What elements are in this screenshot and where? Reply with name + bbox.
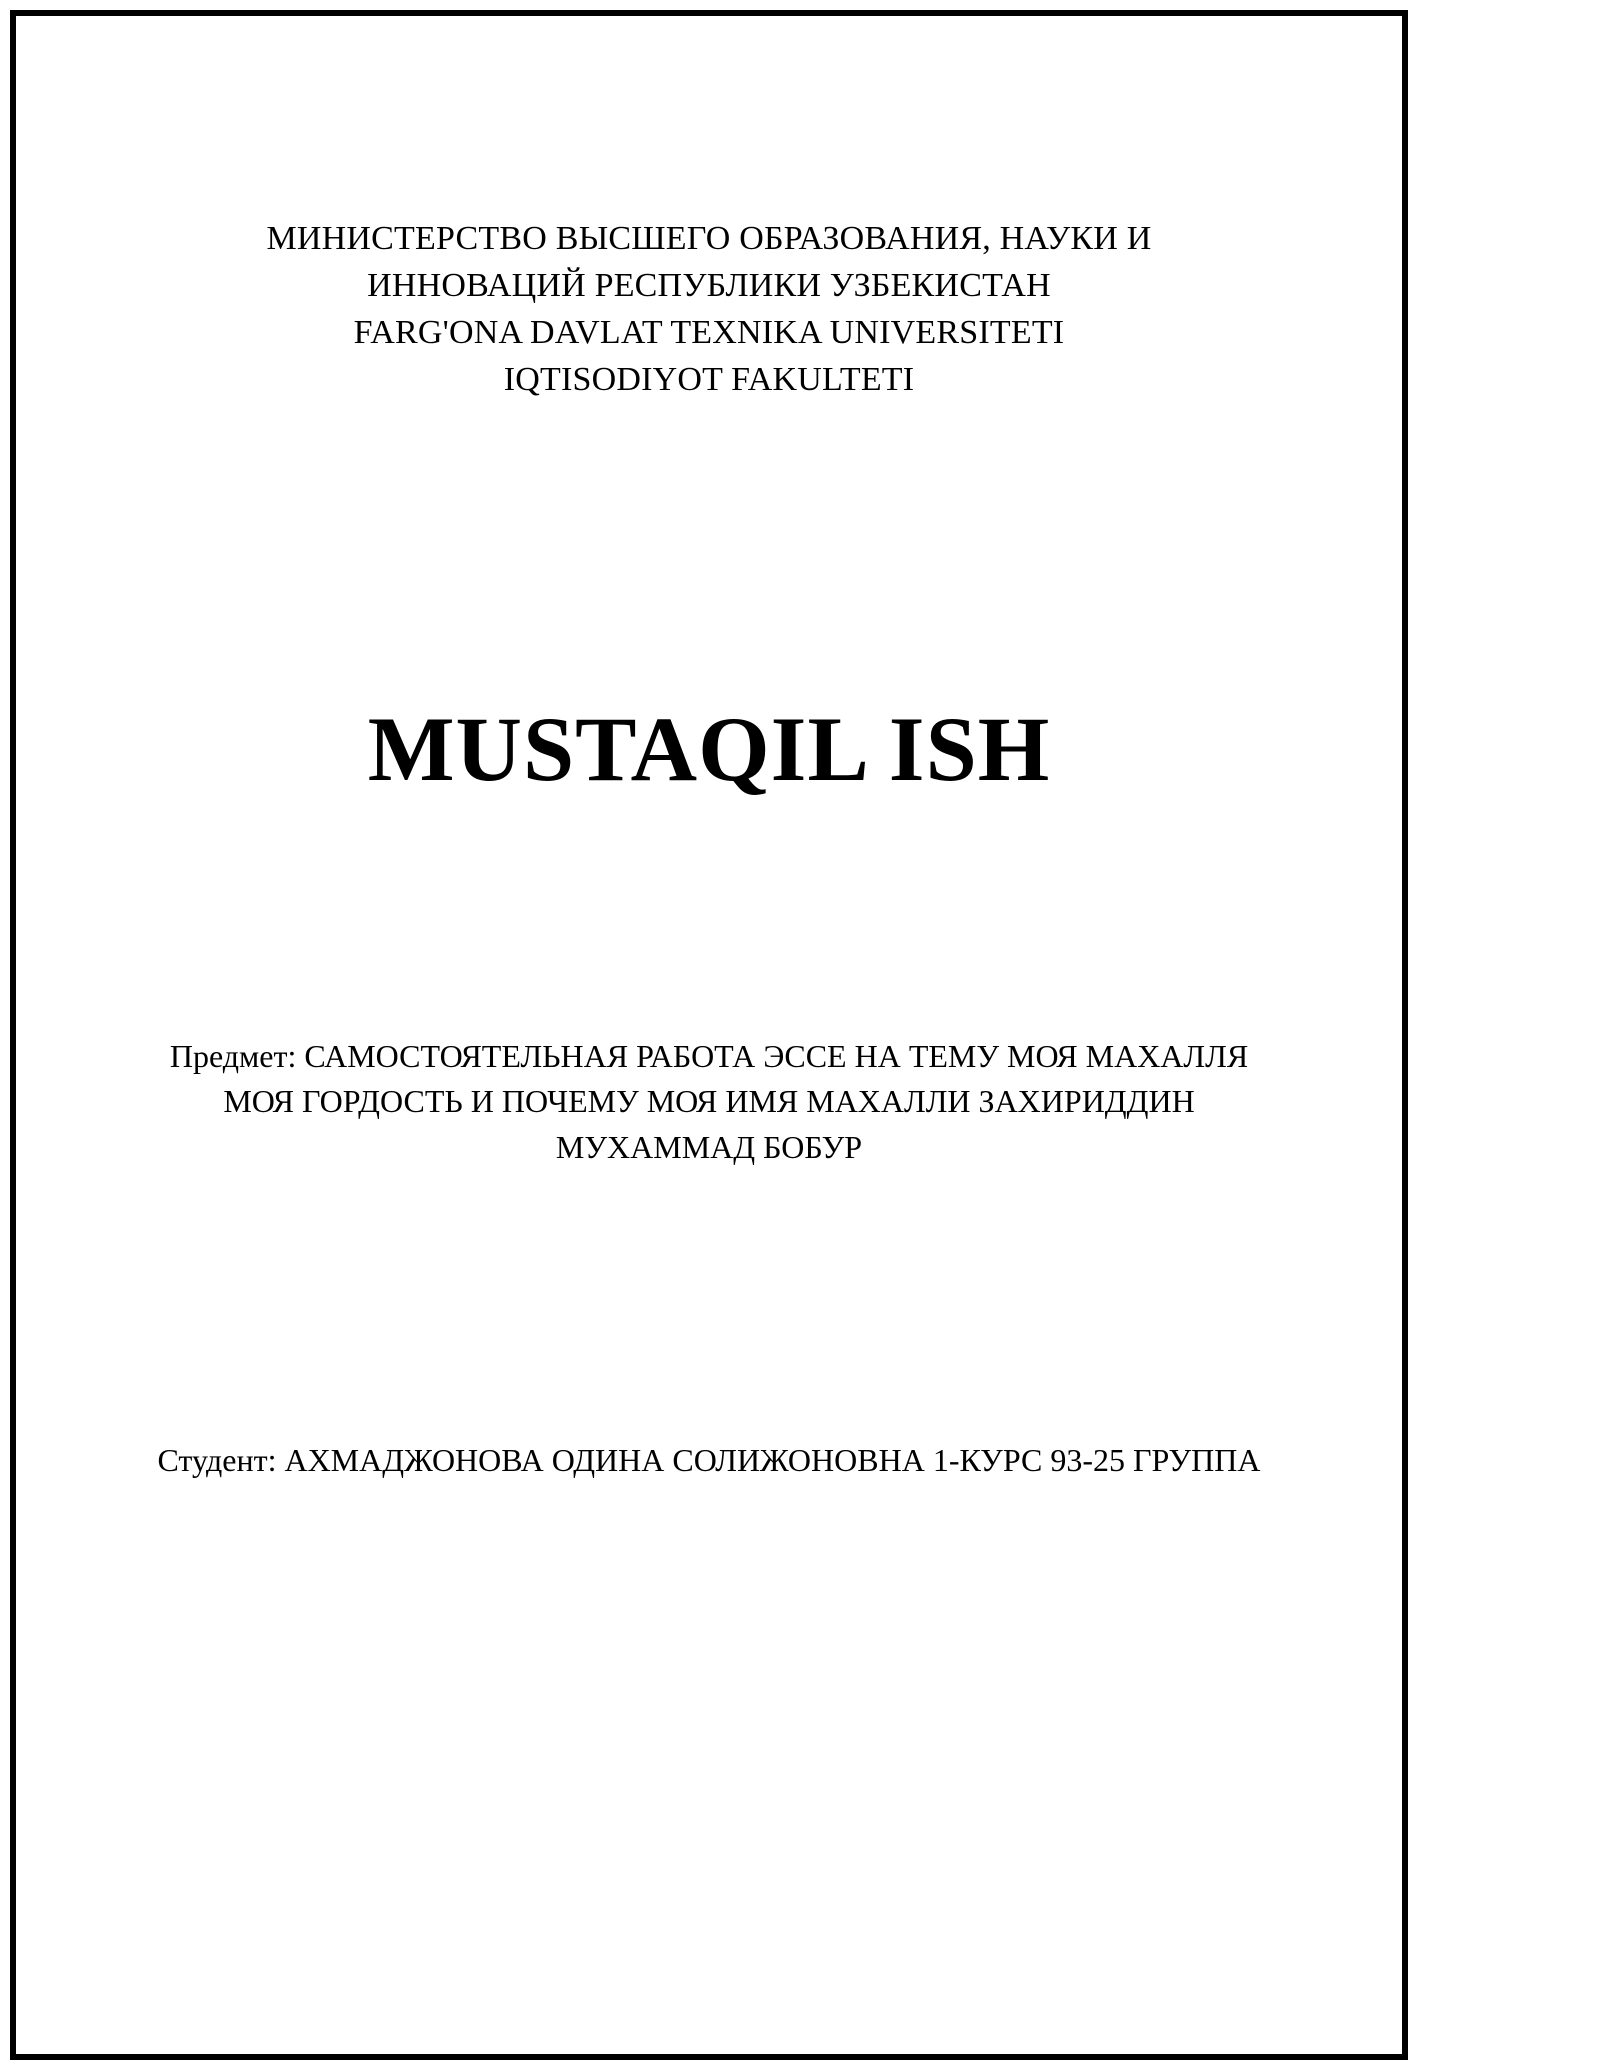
subject-line: Предмет: САМОСТОЯТЕЛЬНАЯ РАБОТА ЭССЕ НА ТЕМУ МОЯ МАХАЛЛЯ МОЯ ГОРДОСТЬ И ПОЧЕМУ МОЯ ИМЯ МАХАЛЛИ ЗАХИРИДДИН МУХАММАД БОБУР bbox=[169, 1037, 1249, 1165]
title-page-sheet bbox=[10, 10, 1408, 2060]
page-title: MUSTAQIL ISH bbox=[367, 697, 1051, 800]
title-page-content bbox=[16, 16, 1402, 2054]
institution-header-line-3: FARG'ONA DAVLAT TEXNIKA UNIVERSITETI bbox=[353, 313, 1065, 351]
institution-header bbox=[156, 216, 1262, 404]
institution-header-line-1: МИНИСТЕРСТВО ВЫСШЕГО ОБРАЗОВАНИЯ, НАУКИ И bbox=[266, 220, 1152, 257]
institution-header-line-2: ИННОВАЦИЙ РЕСПУБЛИКИ УЗБЕКИСТАН bbox=[367, 266, 1051, 304]
institution-header-line-4: IQTISODIYOT FAKULTETI bbox=[503, 360, 915, 398]
student-line: Студент: АХМАДЖОНОВА ОДИНА СОЛИЖОНОВНА 1-КУРС 93-25 ГРУППА bbox=[157, 1441, 1261, 1478]
